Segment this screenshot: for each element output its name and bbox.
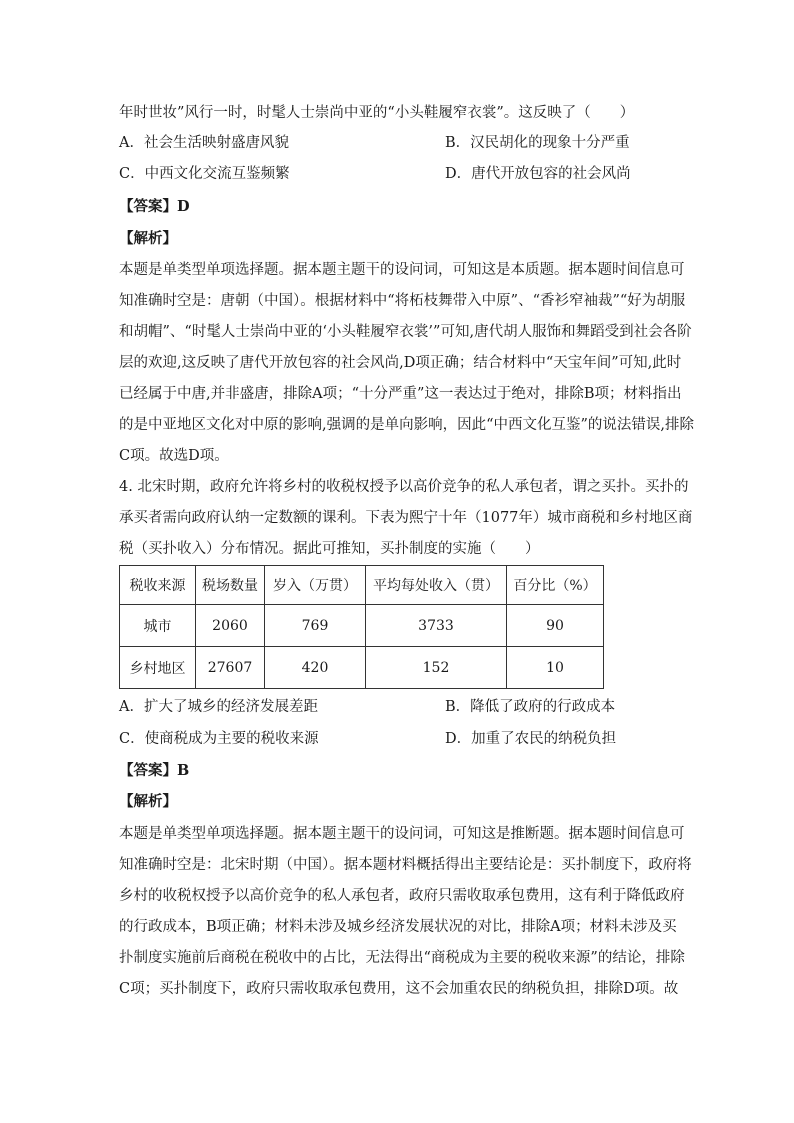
q3-option-a: A．社会生活映射盛唐风貌: [119, 135, 289, 151]
table-cell: 769: [265, 605, 366, 647]
q3-analysis-line: 本题是单类型单项选择题。据本题主题干的设问词，可知这是本质题。据本题时间信息可: [119, 262, 685, 278]
q4-analysis-line: 扑制度实施前后商税在税收中的占比，无法得出“商税成为主要的税收来源”的结论，排除: [119, 950, 685, 966]
q4-analysis-line: 的行政成本，B项正确；材料未涉及城乡经济发展状况的对比，排除A项；材料未涉及买: [119, 919, 677, 935]
table-cell: 27607: [196, 647, 265, 689]
table-cell: 10: [507, 647, 604, 689]
q3-analysis-line: 和胡帽”、“时髦人士崇尚中亚的‘小头鞋履窄衣裳’”可知,唐代胡人服饰和舞蹈受到社会各阶: [119, 324, 692, 340]
q4-analysis-line: 知准确时空是：北宋时期（中国）。据本题材料概括得出主要结论是：买扑制度下，政府将: [119, 857, 692, 873]
table-header-cell: 税收来源: [120, 566, 196, 605]
q4-analysis-line: 乡村的收税权授予以高价竞争的私人承包者，政府只需收取承包费用，这有利于降低政府: [119, 888, 685, 904]
q3-analysis-line: C项。故选D项。: [119, 448, 229, 464]
q4-answer: 【答案】B: [119, 762, 190, 779]
table-header-cell: 税场数量: [196, 566, 265, 605]
q4-stem-line: 税（买扑收入）分布情况。据此可推知，买扑制度的实施（ ）: [119, 541, 540, 557]
table-cell: 90: [507, 605, 604, 647]
q4-option-a: A．扩大了城乡的经济发展差距: [119, 699, 318, 715]
q3-analysis-line: 的是中亚地区文化对中原的影响,强调的是单向影响，因此“中西文化互鉴”的说法错误,排除: [119, 417, 695, 433]
table-cell: 城市: [120, 605, 196, 647]
q4-analysis-line: 本题是单类型单项选择题。据本题主题干的设问词，可知这是推断题。据本题时间信息可: [119, 826, 685, 842]
table-cell: 152: [366, 647, 507, 689]
q3-analysis-label: 【解析】: [119, 230, 177, 247]
table-header-cell: 平均每处收入（贯）: [366, 566, 507, 605]
q3-analysis-line: 层的欢迎,这反映了唐代开放包容的社会风尚,D项正确；结合材料中“天宝年间”可知,此时: [119, 355, 682, 371]
q4-analysis-line: C项；买扑制度下，政府只需收取承包费用，这不会加重农民的纳税负担，排除D项。故: [119, 981, 679, 997]
table-header-cell: 岁入（万贯）: [265, 566, 366, 605]
q3-option-c: C．中西文化交流互鉴频繁: [119, 166, 290, 182]
q3-analysis-line: 已经属于中唐,并非盛唐，排除A项；“十分严重”这一表达过于绝对，排除B项；材料指出: [119, 386, 682, 402]
table-cell: 3733: [366, 605, 507, 647]
table-header-cell: 百分比（%）: [507, 566, 604, 605]
q3-option-b: B．汉民胡化的现象十分严重: [445, 135, 630, 151]
q3-stem-tail: 年时世妆”风行一时，时髦人士崇尚中亚的“小头鞋履窄衣裳”。这反映了（ ）: [119, 105, 635, 121]
q4-option-b: B．降低了政府的行政成本: [445, 699, 616, 715]
table-cell: 2060: [196, 605, 265, 647]
tax-distribution-table: [119, 565, 604, 689]
q3-answer: 【答案】D: [119, 198, 190, 215]
q4-option-d: D．加重了农民的纳税负担: [445, 731, 617, 747]
q3-option-d: D．唐代开放包容的社会风尚: [445, 166, 631, 182]
q4-analysis-label: 【解析】: [119, 793, 177, 810]
table-header-row: [120, 566, 604, 605]
q4-option-c: C．使商税成为主要的税收来源: [119, 731, 319, 747]
q4-stem-line: 承买者需向政府认纳一定数额的课利。下表为熙宁十年（1077年）城市商税和乡村地区商: [119, 510, 693, 526]
table-cell: 乡村地区: [120, 647, 196, 689]
table-cell: 420: [265, 647, 366, 689]
q4-stem-line: 4. 北宋时期，政府允许将乡村的收税权授予以高价竞争的私人承包者，谓之买扑。买扑的: [119, 479, 689, 495]
table-row: [120, 647, 604, 689]
q3-analysis-line: 知准确时空是：唐朝（中国）。根据材料中“将柘枝舞带入中原”、“香衫窄袖裁”“好为胡服: [119, 293, 686, 309]
table-row: [120, 605, 604, 647]
